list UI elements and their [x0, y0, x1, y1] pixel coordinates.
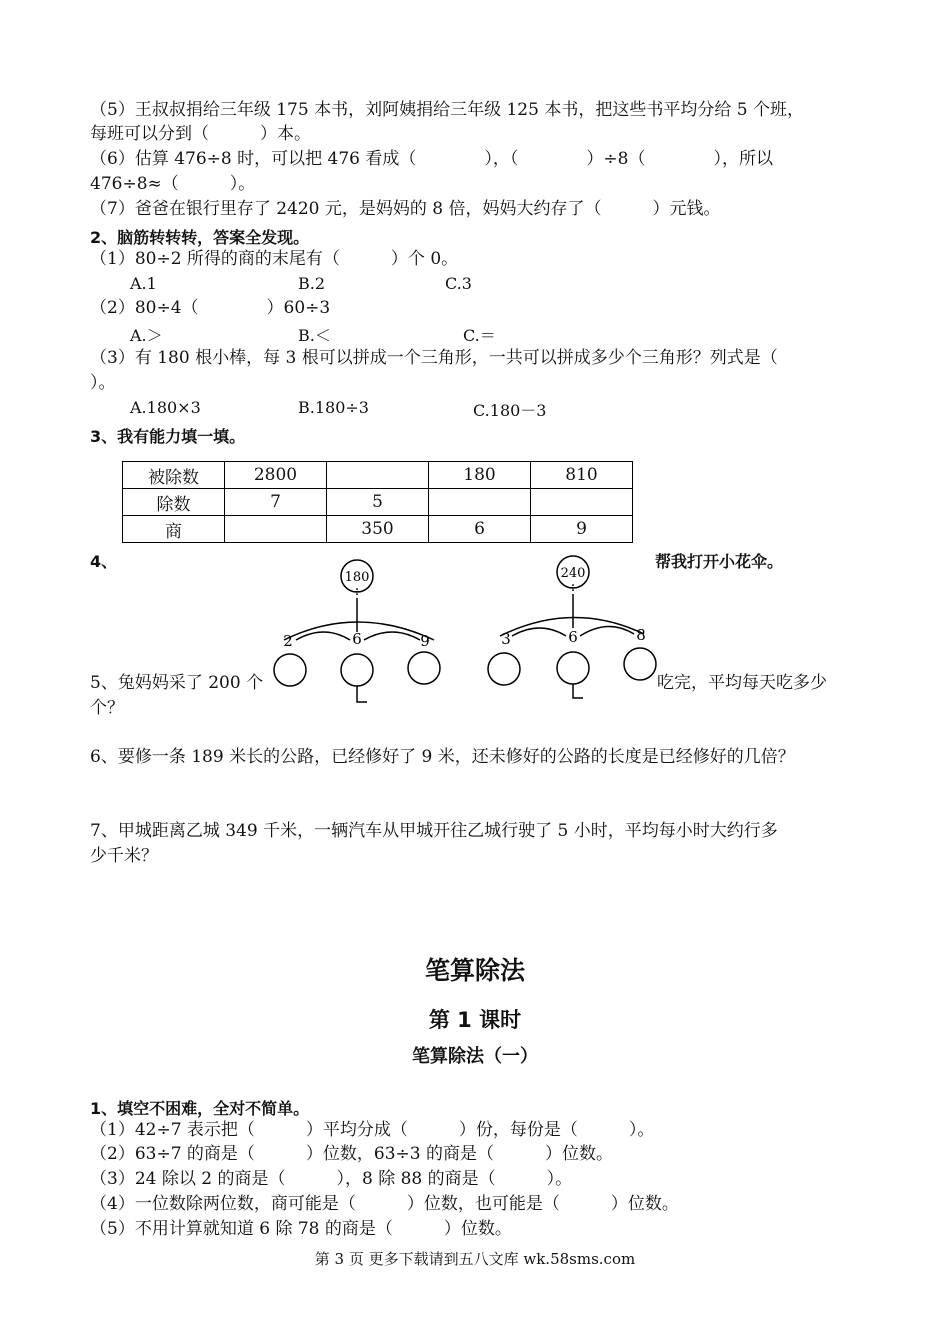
division-table	[122, 461, 633, 543]
part7-line1: 7、甲城距离乙城 349 千米，一辆汽车从甲城开往乙城行驶了 5 小时，平均每小时大约行多	[90, 821, 778, 841]
table-cell: 7	[225, 489, 327, 516]
part2-q2: （2）80÷4（ ）60÷3	[90, 298, 331, 318]
table-cell: 6	[429, 516, 531, 543]
table-row	[123, 462, 633, 489]
lesson-part1-heading: 1、填空不困难，全对不简单。	[90, 1099, 310, 1118]
umbrella-right-divisor: 8	[636, 626, 646, 644]
part4-suffix: 帮我打开小花伞。	[655, 552, 784, 571]
q5-line1: （5）王叔叔捐给三年级 175 本书，刘阿姨捐给三年级 125 本书，把这些书平均分给 5 个班，	[90, 100, 804, 120]
part2-q2-option-c: C.＝	[463, 326, 496, 345]
lesson-subtitle: 笔算除法（一）	[412, 1046, 538, 1067]
part2-q1-option-c: C.3	[445, 274, 472, 293]
table-cell: 9	[531, 516, 633, 543]
lesson-part1-q4: （4）一位数除两位数，商可能是（ ）位数，也可能是（ ）位数。	[90, 1194, 679, 1214]
lesson-part1-q5: （5）不用计算就知道 6 除 78 的商是（ ）位数。	[90, 1219, 512, 1239]
page-title: 笔算除法	[424, 956, 525, 985]
table-cell: 180	[429, 462, 531, 489]
umbrella-left-divisor: 2	[283, 632, 293, 650]
part2-q2-option-b: B.＜	[298, 326, 331, 345]
q5-line2: 每班可以分到（ ）本。	[90, 124, 311, 144]
part2-q1-option-a: A.1	[130, 274, 157, 293]
lesson-part1-q3: （3）24 除以 2 的商是（ ），8 除 88 的商是（ ）。	[90, 1169, 573, 1189]
part2-q3-line1: （3）有 180 根小棒，每 3 根可以拼成一个三角形，一共可以拼成多少个三角形？列式是（	[90, 348, 778, 368]
lesson-part1-q1: （1）42÷7 表示把（ ）平均分成（ ）份，每份是（ ）。	[90, 1120, 655, 1140]
part5-line2: 个？	[90, 698, 124, 718]
lesson-title: 第 1 课时	[428, 1008, 522, 1032]
umbrella-right-divisor: 6	[568, 628, 578, 646]
table-cell	[531, 489, 633, 516]
part3-heading: 3、我有能力填一填。	[90, 427, 246, 446]
q7-line1: （7）爸爸在银行里存了 2420 元，是妈妈的 8 倍，妈妈大约存了（ ）元钱。	[90, 199, 721, 219]
part2-q3-line2: ）。	[90, 373, 116, 393]
table-cell: 被除数	[123, 462, 225, 489]
umbrella-diagrams	[268, 552, 663, 712]
umbrella-left-top: 180	[344, 570, 370, 585]
page-footer: 第 3 页 更多下载请到五八文库 wk.58sms.com	[314, 1250, 636, 1268]
umbrella-right-divisor: 3	[501, 630, 511, 648]
lesson-part1-q2: （2）63÷7 的商是（ ）位数，63÷3 的商是（ ）位数。	[90, 1144, 614, 1164]
table-cell	[225, 516, 327, 543]
part2-q1: （1）80÷2 所得的商的末尾有（ ）个 0。	[90, 249, 459, 269]
table-cell: 除数	[123, 489, 225, 516]
part2-q3-option-a: A.180×3	[130, 398, 201, 417]
part5-line1-left: 5、兔妈妈采了 200 个	[90, 673, 264, 693]
q6-line1: （6）估算 476÷8 时，可以把 476 看成（ ），（ ）÷8（ ），所以	[90, 149, 773, 169]
table-cell: 5	[327, 489, 429, 516]
part4-prefix: 4、	[90, 552, 118, 571]
umbrella-right-op: ÷	[567, 580, 579, 596]
table-row	[123, 516, 633, 543]
umbrella-left-divisor: 6	[352, 630, 362, 648]
part5-line1-right: 吃完，平均每天吃多少	[657, 673, 827, 693]
umbrella-left-op: ÷	[351, 584, 363, 600]
table-cell: 350	[327, 516, 429, 543]
table-cell: 2800	[225, 462, 327, 489]
table-cell	[429, 489, 531, 516]
part7-line2: 少千米？	[90, 846, 158, 866]
table-row	[123, 489, 633, 516]
part2-heading: 2、脑筋转转转，答案全发现。	[90, 228, 310, 247]
part6-question: 6、要修一条 189 米长的公路，已经修好了 9 米，还未修好的公路的长度是已经修好的几倍？	[90, 747, 795, 767]
table-cell: 商	[123, 516, 225, 543]
q6-line2: 476÷8≈（ ）。	[90, 174, 256, 194]
umbrella-right-top: 240	[560, 566, 586, 581]
part2-q2-option-a: A.＞	[130, 326, 163, 345]
part2-q3-option-c: C.180－3	[473, 401, 547, 420]
umbrella-left-divisor: 9	[420, 632, 430, 650]
table-cell	[327, 462, 429, 489]
part2-q3-option-b: B.180÷3	[298, 398, 369, 417]
table-cell: 810	[531, 462, 633, 489]
part2-q1-option-b: B.2	[298, 274, 326, 293]
